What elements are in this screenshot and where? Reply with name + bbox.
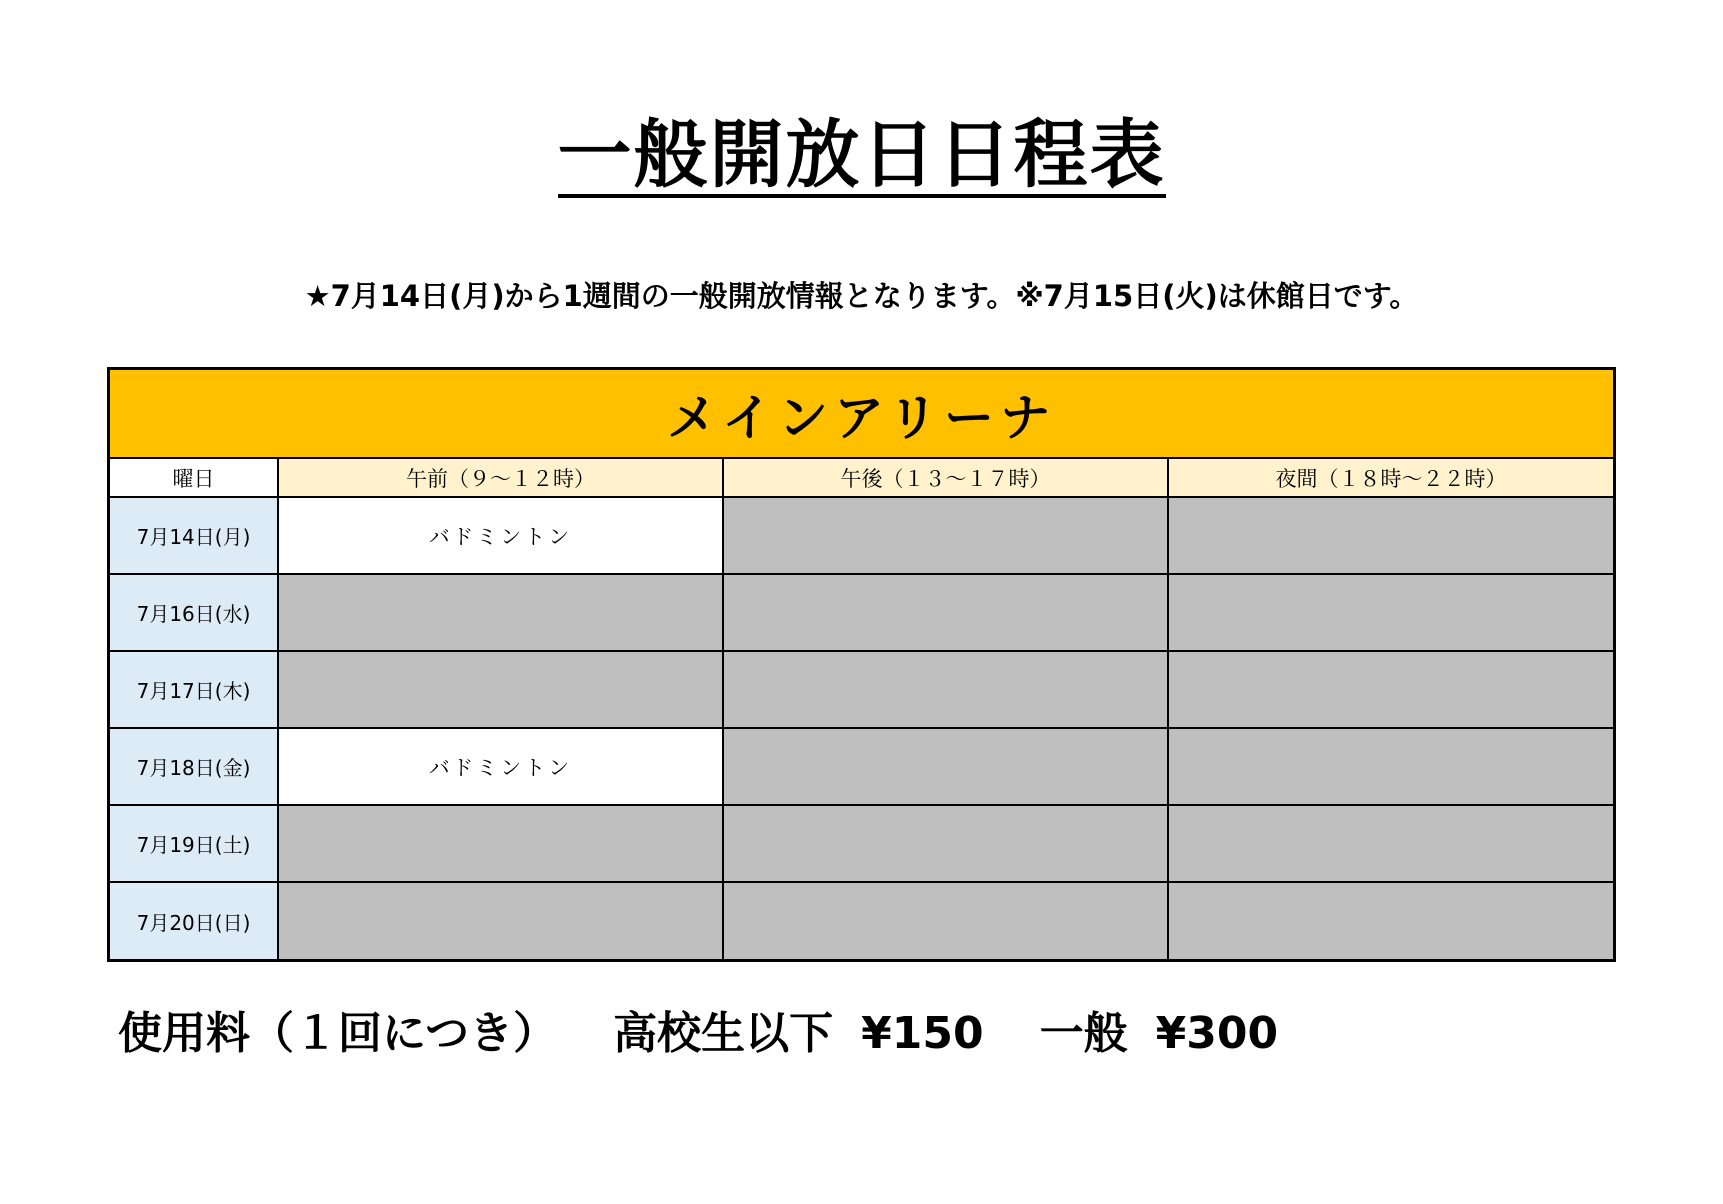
slot-evening bbox=[1168, 805, 1613, 882]
column-header-afternoon: 午後（１３～１７時） bbox=[723, 459, 1168, 497]
page-title-text: 一般開放日日程表 bbox=[557, 112, 1166, 198]
slot-morning: バドミントン bbox=[278, 497, 723, 574]
table-row bbox=[110, 882, 1613, 959]
column-header-morning: 午前（９～１２時） bbox=[278, 459, 723, 497]
table-row bbox=[110, 728, 1613, 805]
slot-afternoon bbox=[723, 805, 1168, 882]
slot-afternoon bbox=[723, 497, 1168, 574]
table-row bbox=[110, 574, 1613, 651]
slot-morning bbox=[278, 574, 723, 651]
slot-evening bbox=[1168, 651, 1613, 728]
notice-text: ★7月14日(月)から1週間の一般開放情報となります。※7月15日(火)は休館日です。 bbox=[304, 279, 1419, 313]
column-header-evening: 夜間（１８時～２２時） bbox=[1168, 459, 1613, 497]
slot-afternoon bbox=[723, 574, 1168, 651]
fee-general-price: ¥300 bbox=[1155, 1008, 1279, 1059]
slot-evening bbox=[1168, 497, 1613, 574]
column-header-day: 曜日 bbox=[110, 459, 278, 497]
day-cell: 7月19日(土) bbox=[110, 805, 278, 882]
slot-morning: バドミントン bbox=[278, 728, 723, 805]
header-row bbox=[110, 459, 1613, 497]
fee-student-price: ¥150 bbox=[861, 1008, 984, 1059]
venue-header: メインアリーナ bbox=[110, 370, 1613, 459]
day-cell: 7月20日(日) bbox=[110, 882, 278, 959]
schedule-table bbox=[107, 367, 1616, 962]
table-row bbox=[110, 651, 1613, 728]
day-cell: 7月14日(月) bbox=[110, 497, 278, 574]
slot-morning bbox=[278, 882, 723, 959]
slot-evening bbox=[1168, 882, 1613, 959]
day-cell: 7月16日(水) bbox=[110, 574, 278, 651]
slot-morning bbox=[278, 805, 723, 882]
slot-afternoon bbox=[723, 728, 1168, 805]
slot-morning bbox=[278, 651, 723, 728]
fee-line bbox=[118, 1008, 1279, 1059]
slot-afternoon bbox=[723, 882, 1168, 959]
slot-evening bbox=[1168, 728, 1613, 805]
table-row bbox=[110, 497, 1613, 574]
slot-afternoon bbox=[723, 651, 1168, 728]
fee-label: 使用料（１回につき） bbox=[118, 1008, 558, 1059]
page-title bbox=[0, 112, 1723, 198]
day-cell: 7月17日(木) bbox=[110, 651, 278, 728]
fee-student-label: 高校生以下 bbox=[613, 1008, 834, 1059]
day-cell: 7月18日(金) bbox=[110, 728, 278, 805]
slot-evening bbox=[1168, 574, 1613, 651]
table-row bbox=[110, 805, 1613, 882]
schedule-grid bbox=[110, 459, 1613, 959]
fee-general-label: 一般 bbox=[1039, 1008, 1128, 1059]
